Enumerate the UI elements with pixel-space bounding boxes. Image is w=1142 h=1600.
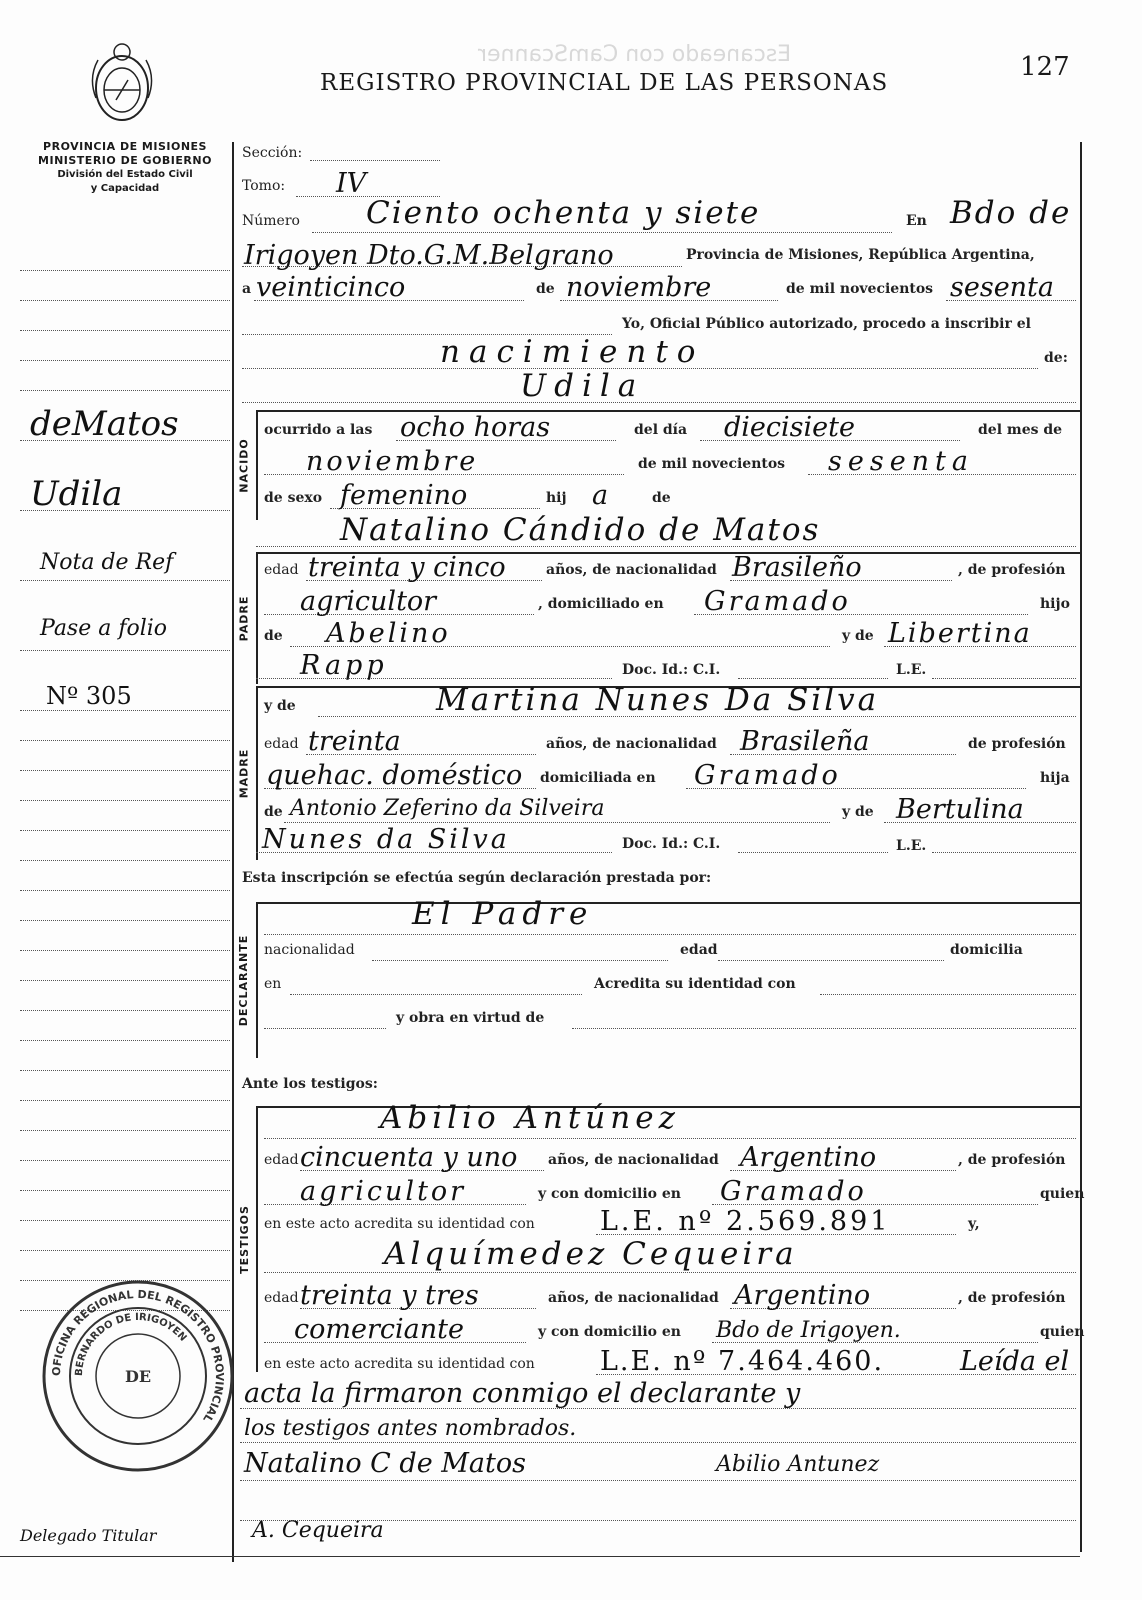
w1-edad-label: edad	[264, 1152, 299, 1168]
madre-le-label: L.E.	[896, 838, 927, 854]
signature-witness1: Abilio Antunez	[716, 1452, 880, 1477]
witness2-name: Alquímedez Cequeira	[384, 1236, 798, 1272]
act-type: nacimiento	[440, 334, 705, 370]
birth-hour: ocho horas	[400, 412, 551, 443]
declarante-section-label: DECLARANTE	[237, 934, 251, 1026]
birth-month: noviembre	[306, 446, 479, 477]
margin-note-line1: Nota de Ref	[40, 550, 174, 575]
record-year-label: de mil novecientos	[786, 281, 934, 297]
closing-line1: acta la firmaron conmigo el declarante y	[244, 1378, 801, 1409]
madre-profession-label: de profesión	[968, 736, 1066, 752]
padre-doc-label: Doc. Id.: C.I.	[622, 662, 721, 678]
witness1-domicile: Gramado	[720, 1176, 867, 1207]
mother-age: treinta	[308, 726, 401, 757]
w1-quien-label: quien	[1040, 1186, 1085, 1202]
w1-nationality-label: años, de nacionalidad	[548, 1152, 719, 1168]
w1-profession-label: , de profesión	[958, 1152, 1066, 1168]
margin-surname: deMatos	[30, 404, 179, 444]
witness1-id: L.E. nº 2.569.891	[600, 1206, 891, 1237]
seal-center-text: DE	[124, 1367, 152, 1386]
declarant-age-label: edad	[680, 942, 718, 958]
folio-number: 127	[1020, 52, 1070, 82]
mother-domicile: Gramado	[694, 760, 841, 791]
numero-value: Ciento ochenta y siete	[366, 195, 761, 231]
margin-bottom-signature: Delegado Titular	[20, 1526, 157, 1545]
numero-label: Número	[242, 213, 300, 229]
page-title: REGISTRO PROVINCIAL DE LAS PERSONAS	[320, 70, 889, 96]
madre-edad-label: edad	[264, 736, 299, 752]
hij-label: hij	[546, 490, 567, 506]
witness2-id: L.E. nº 7.464.460.	[600, 1346, 885, 1377]
month-label: del mes de	[978, 422, 1063, 438]
father-name: Natalino Cándido de Matos	[340, 512, 821, 548]
place-part1: Bdo de	[950, 195, 1072, 231]
padre-profession-label: , de profesión	[958, 562, 1066, 578]
witness2-domicile: Bdo de Irigoyen.	[716, 1318, 901, 1343]
record-month: noviembre	[566, 272, 712, 303]
birth-day: diecisiete	[724, 412, 855, 443]
madre-section-label: MADRE	[237, 748, 251, 798]
hour-label: ocurrido a las	[264, 422, 373, 438]
father-profession: agricultor	[300, 586, 437, 617]
padre-edad-label: edad	[264, 562, 299, 578]
hij-suffix: a	[592, 480, 609, 511]
w2-quien-label: quien	[1040, 1324, 1085, 1340]
margin-note-line2: Pase a folio	[40, 616, 168, 641]
witness2-age: treinta y tres	[300, 1280, 479, 1311]
seal-outer-text: OFICINA REGIONAL DEL REGISTRO PROVINCIAL	[49, 1287, 227, 1425]
mother-profession: quehac. doméstico	[266, 760, 523, 791]
tomo-value: IV	[336, 168, 367, 199]
testigos-section-label: TESTIGOS	[237, 1204, 251, 1274]
w2-edad-label: edad	[264, 1290, 299, 1306]
ministry-block	[20, 140, 230, 196]
ministry-name: MINISTERIO DE GOBIERNO	[38, 154, 212, 167]
padre-de-label: de	[264, 628, 283, 644]
witness2-nationality: Argentino	[734, 1280, 871, 1311]
declarant-nationality-label: nacionalidad	[264, 942, 355, 958]
signature-witness2: A. Cequeira	[252, 1518, 384, 1543]
w1-y-label: y,	[968, 1216, 980, 1232]
margin-note-line3: Nº 305	[46, 682, 132, 710]
declarant-domicile-label: domicilia	[950, 942, 1023, 958]
witness2-profession: comerciante	[294, 1314, 464, 1345]
closing-line2: los testigos antes nombrados.	[244, 1416, 577, 1441]
seal-inner-text: BERNARDO DE IRIGOYEN	[73, 1311, 189, 1377]
officer-text: Yo, Oficial Público autorizado, procedo a inscribir el	[622, 316, 1031, 332]
w1-acredita-label: en este acto acredita su identidad con	[264, 1216, 535, 1232]
birth-sex: femenino	[340, 480, 468, 511]
father-nationality: Brasileño	[732, 552, 862, 583]
birth-year-label: de mil novecientos	[638, 456, 786, 472]
province-text: Provincia de Misiones, República Argentina,	[686, 247, 1035, 263]
father-age: treinta y cinco	[308, 552, 506, 583]
margin-given-name: Udila	[30, 474, 123, 514]
seccion-label: Sección:	[242, 145, 303, 161]
tomo-label: Tomo:	[242, 178, 286, 194]
w2-domicile-label: y con domicilio en	[538, 1324, 681, 1340]
place-part2: Irigoyen Dto.G.M.Belgrano	[244, 240, 614, 271]
madre-doc-label: Doc. Id.: C.I.	[622, 836, 721, 852]
maternal-grandmother: Bertulina	[896, 794, 1024, 825]
ministry-capacity: y Capacidad	[90, 183, 160, 194]
hija-label: hija	[1040, 770, 1070, 786]
de-colon-label: de:	[1044, 350, 1068, 366]
declarant-intro: Esta inscripción se efectúa según declaración prestada por:	[242, 870, 712, 886]
coat-of-arms-icon	[86, 38, 158, 128]
paternal-grandmother-surname: Rapp	[300, 650, 388, 681]
w2-nationality-label: años, de nacionalidad	[548, 1290, 719, 1306]
w1-domicile-label: y con domicilio en	[538, 1186, 681, 1202]
nacido-de-label: de	[652, 490, 671, 506]
padre-le-label: L.E.	[896, 662, 927, 678]
sex-label: de sexo	[264, 490, 323, 506]
madre-yde2-label: y de	[842, 804, 874, 820]
birth-year: sesenta	[828, 446, 975, 477]
paternal-grandmother: Libertina	[888, 618, 1032, 649]
child-name: Udila	[520, 368, 645, 404]
father-domicile: Gramado	[704, 586, 851, 617]
signature-father: Natalino C de Matos	[244, 1448, 526, 1479]
declarant-name: El Padre	[412, 896, 594, 932]
w2-acredita-label: en este acto acredita su identidad con	[264, 1356, 535, 1372]
madre-nationality-label: años, de nacionalidad	[546, 736, 717, 752]
declarant-virtud-label: y obra en virtud de	[396, 1010, 545, 1026]
declarant-en-label: en	[264, 976, 282, 992]
witness1-age: cincuenta y uno	[300, 1142, 518, 1173]
witnesses-intro: Ante los testigos:	[242, 1076, 378, 1092]
declarant-acredita-label: Acredita su identidad con	[594, 976, 796, 992]
padre-section-label: PADRE	[237, 595, 251, 641]
a-label: a	[242, 281, 252, 297]
official-seal	[40, 1278, 236, 1474]
en-label: En	[906, 213, 927, 229]
nacido-section-label: NACIDO	[237, 437, 251, 493]
right-frame-line	[1080, 142, 1082, 1552]
madre-de-label: de	[264, 804, 283, 820]
record-de-label: de	[536, 281, 555, 297]
paternal-grandfather: Abelino	[326, 618, 451, 649]
maternal-grandmother-surname: Nunes da Silva	[262, 824, 510, 855]
padre-yde-label: y de	[842, 628, 874, 644]
scanner-watermark: Escaneado con CamScanner	[478, 42, 792, 67]
padre-domicile-label: , domiciliado en	[538, 596, 664, 612]
mother-name: Martina Nunes Da Silva	[436, 682, 880, 718]
madre-domicile-label: domiciliada en	[540, 770, 656, 786]
record-day: veinticinco	[256, 272, 406, 303]
witness1-name: Abilio Antúnez	[380, 1100, 680, 1136]
hijo-label: hijo	[1040, 596, 1070, 612]
day-label: del día	[634, 422, 688, 438]
witness2-tail: Leída el	[960, 1346, 1070, 1377]
w2-profession-label: , de profesión	[958, 1290, 1066, 1306]
madre-yde-label: y de	[264, 698, 296, 714]
ministry-division: División del Estado Civil	[57, 169, 193, 180]
ministry-province: PROVINCIA DE MISIONES	[43, 140, 207, 153]
record-year: sesenta	[950, 272, 1055, 303]
mother-nationality: Brasileña	[740, 726, 870, 757]
witness1-profession: agricultor	[300, 1176, 467, 1207]
witness1-nationality: Argentino	[740, 1142, 877, 1173]
maternal-grandfather: Antonio Zeferino da Silveira	[290, 796, 605, 821]
padre-nationality-label: años, de nacionalidad	[546, 562, 717, 578]
